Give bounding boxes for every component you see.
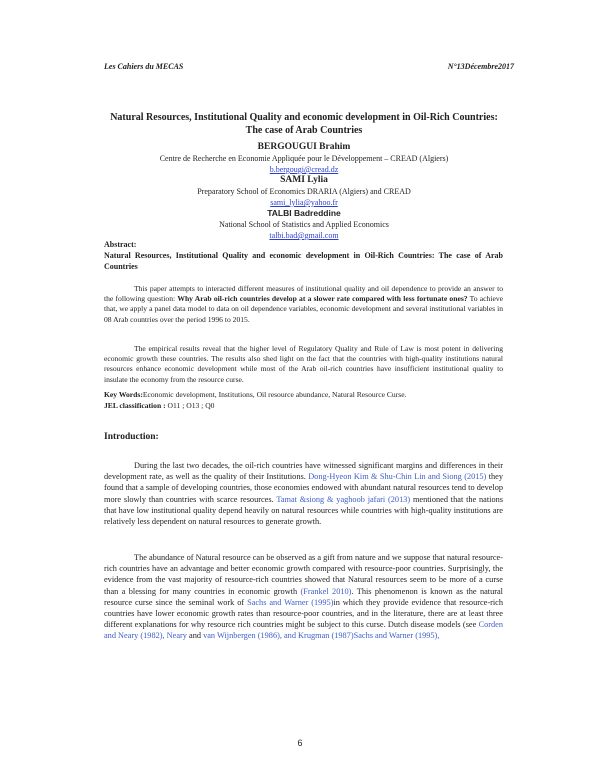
keywords: Key Words:Economic development, Institutions, Oil resource abundance, Natural Resource Curse.	[104, 390, 407, 399]
abstract-paragraph: The empirical results reveal that the higher level of Regulatory Quality and Rule of Law is most potent in delivering economic growth these countries. The results also shed light on the fact that the countries with high-quality institutions natural resources enhance economic development while most of the Arab oil-rich countries have insufficient institutional quality to insulate the economy from the resource curse.	[104, 344, 503, 384]
author-affiliation: Centre de Recherche en Economie Appliquée pour le Développement – CREAD (Algiers)	[159, 154, 449, 163]
author-name: TALBI Badreddine	[267, 208, 341, 218]
citation-link[interactable]: Dong-Hyeon Kim & Shu-Chin Lin and Siong (2015)	[308, 472, 487, 482]
section-heading: Introduction:	[104, 432, 159, 442]
citation-link[interactable]: Tamat &siong & yaghoob jafari (2013)	[276, 494, 411, 504]
paper-title: Natural Resources, Institutional Quality and economic development in Oil-Rich Countries: The case of Arab Countries	[110, 112, 498, 136]
jel-classification: JEL classification : O11 ; O13 ; Q0	[104, 401, 215, 410]
issue-label: N°13Décembre2017	[447, 62, 514, 71]
page-number: 6	[297, 738, 303, 748]
author-name: SAMI Lylia	[280, 175, 328, 185]
author-affiliation: National School of Statistics and Applied Economics	[219, 220, 389, 229]
citation-link[interactable]: Corden and Neary (1982), Neary	[104, 620, 503, 641]
citation-link[interactable]: (Frankel 2010)	[300, 586, 352, 596]
author-email-link[interactable]: b.bergougi@cread.dz	[269, 165, 339, 174]
author-block	[104, 142, 504, 241]
author-email-link[interactable]: talbi.bad@gmail.com	[269, 231, 339, 240]
author-affiliation: Preparatory School of Economics DRARIA (Algiers) and CREAD	[197, 187, 411, 196]
author-email-link[interactable]: sami_lylia@yahoo.fr	[270, 198, 338, 207]
abstract-label: Abstract:	[104, 240, 137, 249]
abstract-paragraph: This paper attempts to interacted different measures of institutional quality and oil dependence to provide an answer to the following question: Why Arab oil-rich countries develop at a slower rate compared with less fortunate ones? To achieve that, we apply a panel data model to data on oil dependence variables, economic development and several institutional variables in 08 Arab countries over the period 1996 to 2015.	[104, 284, 503, 324]
author-name: BERGOUGUI Brahim	[257, 142, 351, 152]
citation-link[interactable]: van Wijnbergen (1986), and Krugman (1987)Sachs and Warner (1995),	[203, 631, 440, 641]
body-paragraph: The abundance of Natural resource can be observed as a gift from nature and we suppose that natural resource-rich countries have an advantage and better economic growth compared with resource-poor countries. Surprisingly, the evidence from the vast majority of resource-rich countries showed that Natural resources seem to be more of a curse than a blessing for many countries in economic growth (Frankel 2010). This phenomenon is known as the natural resource curse since the seminal work of Sachs and Warner (1995)in which they provide evidence that resource-rich countries have lower economic growth rates than resource-poor countries, and in the literature, there are at least three different explanations for why resource rich countries might be subject to this curse. Dutch disease models (see Corden and Neary (1982), Neary and van Wijnbergen (1986), and Krugman (1987)Sachs and Warner (1995),	[104, 553, 504, 641]
citation-link[interactable]: Sachs and Warner (1995)	[247, 597, 334, 607]
abstract-title: Natural Resources, Institutional Quality and economic development in Oil-Rich Countries: The case of Arab Countries	[104, 251, 503, 271]
journal-name: Les Cahiers du MECAS	[104, 62, 184, 71]
body-paragraph: During the last two decades, the oil-rich countries have witnessed significant margins and differences in their development rate, as well as the quality of their Institutions. Dong-Hyeon Kim & Shu-Chin Lin and Siong (2015) they found that a sample of developing countries, those economies endowed with abundant natural resources tend to develop more slowly than countries with scarce resources. Tamat &siong & yaghoob jafari (2013) mentioned that the nations that have low institutional quality depend heavily on natural resources while countries with high-quality institutions are relatively less dependent on natural resources to generate growth.	[104, 461, 503, 527]
